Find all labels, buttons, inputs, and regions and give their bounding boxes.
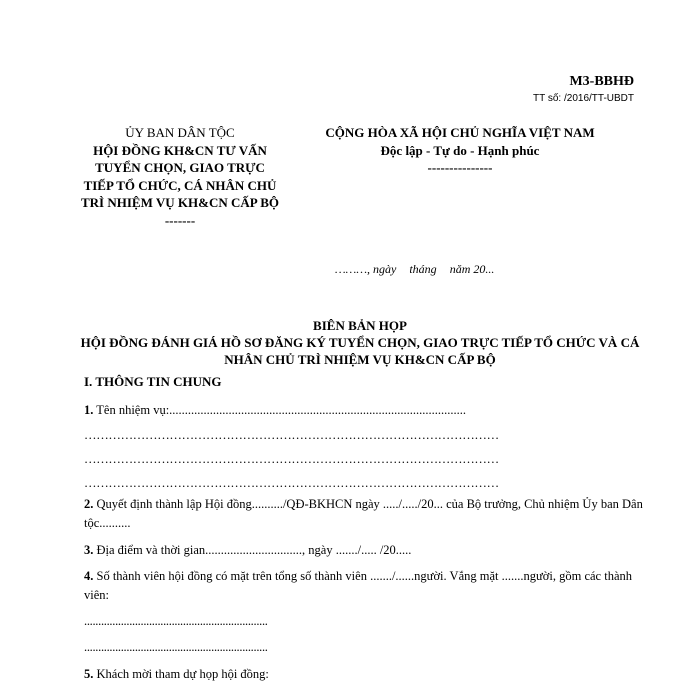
item-guests bbox=[84, 665, 644, 684]
date-line bbox=[335, 262, 504, 277]
item-number: 3. bbox=[84, 543, 94, 557]
date-year: năm 20... bbox=[449, 262, 495, 276]
council-name: HỘI ĐỒNG KH&CN TƯ VẤN TUYỂN CHỌN, GIAO TRỰC TIẾP TỔ CHỨC, CÁ NHÂN CHỦ TRÌ NHIỆM VỤ KH&CN CẤP BỘ bbox=[80, 142, 280, 211]
item-text: Tên nhiệm vụ:............................................................................................... bbox=[93, 403, 467, 417]
title-line1: BIÊN BẢN HỌP bbox=[313, 318, 407, 333]
item-number: 4. bbox=[84, 569, 94, 583]
section-heading-general-info: I. THÔNG TIN CHUNG bbox=[84, 374, 222, 389]
item-text: Số thành viên hội đồng có mặt trên tổng số thành viên ......./......người. Vắng mặt .......người, gồm các thành viên: bbox=[84, 569, 632, 603]
nation-rule: --------------- bbox=[427, 160, 493, 176]
item-location-time bbox=[84, 541, 644, 560]
item-number: 5. bbox=[84, 667, 94, 681]
title-line2: HỘI ĐỒNG ĐÁNH GIÁ HỒ SƠ ĐĂNG KÝ TUYỂN CHỌN, GIAO TRỰC TIẾP TỔ CHỨC VÀ CÁ NHÂN CHỦ TRÌ NHIỆM VỤ KH&CN CẤP BỘ bbox=[80, 334, 640, 367]
document-title bbox=[70, 318, 650, 369]
item-number: 2. bbox=[84, 497, 94, 511]
item-decision bbox=[84, 495, 644, 534]
nation-motto: Độc lập - Tự do - Hạnh phúc bbox=[380, 142, 540, 158]
fill-line: ………………………………………………………………………………………… bbox=[84, 452, 499, 466]
fill-line: ………………………………………………………………………………………… bbox=[84, 476, 499, 490]
circular-number: TT số: /2016/TT-UBDT bbox=[533, 93, 634, 104]
date-month: tháng bbox=[409, 262, 437, 276]
item-number: 1. bbox=[84, 403, 94, 417]
issuing-agency bbox=[80, 124, 280, 229]
form-code: M3-BBHĐ bbox=[569, 74, 634, 89]
item-task-name bbox=[84, 401, 644, 420]
national-header bbox=[280, 124, 640, 177]
date-place: ………, ngày bbox=[335, 262, 397, 276]
item-text: Khách mời tham dự họp hội đồng: bbox=[93, 667, 269, 681]
fill-line: ................................................................. bbox=[84, 614, 268, 628]
item-members bbox=[84, 567, 644, 606]
agency-rule: ------- bbox=[164, 212, 196, 228]
item-text: Quyết định thành lập Hội đồng........../QĐ-BKHCN ngày ...../...../20... của Bộ trưởng, Chủ nhiệm Ủy ban Dân tộc.......... bbox=[84, 497, 643, 531]
item-text: Địa điểm và thời gian..............................., ngày ......./..... /20..... bbox=[93, 543, 412, 557]
fill-line: ................................................................. bbox=[84, 640, 268, 654]
fill-line: ………………………………………………………………………………………… bbox=[84, 428, 499, 442]
agency-name: ỦY BAN DÂN TỘC bbox=[125, 125, 235, 140]
nation-name: CỘNG HÒA XÃ HỘI CHỦ NGHĨA VIỆT NAM bbox=[325, 125, 595, 140]
